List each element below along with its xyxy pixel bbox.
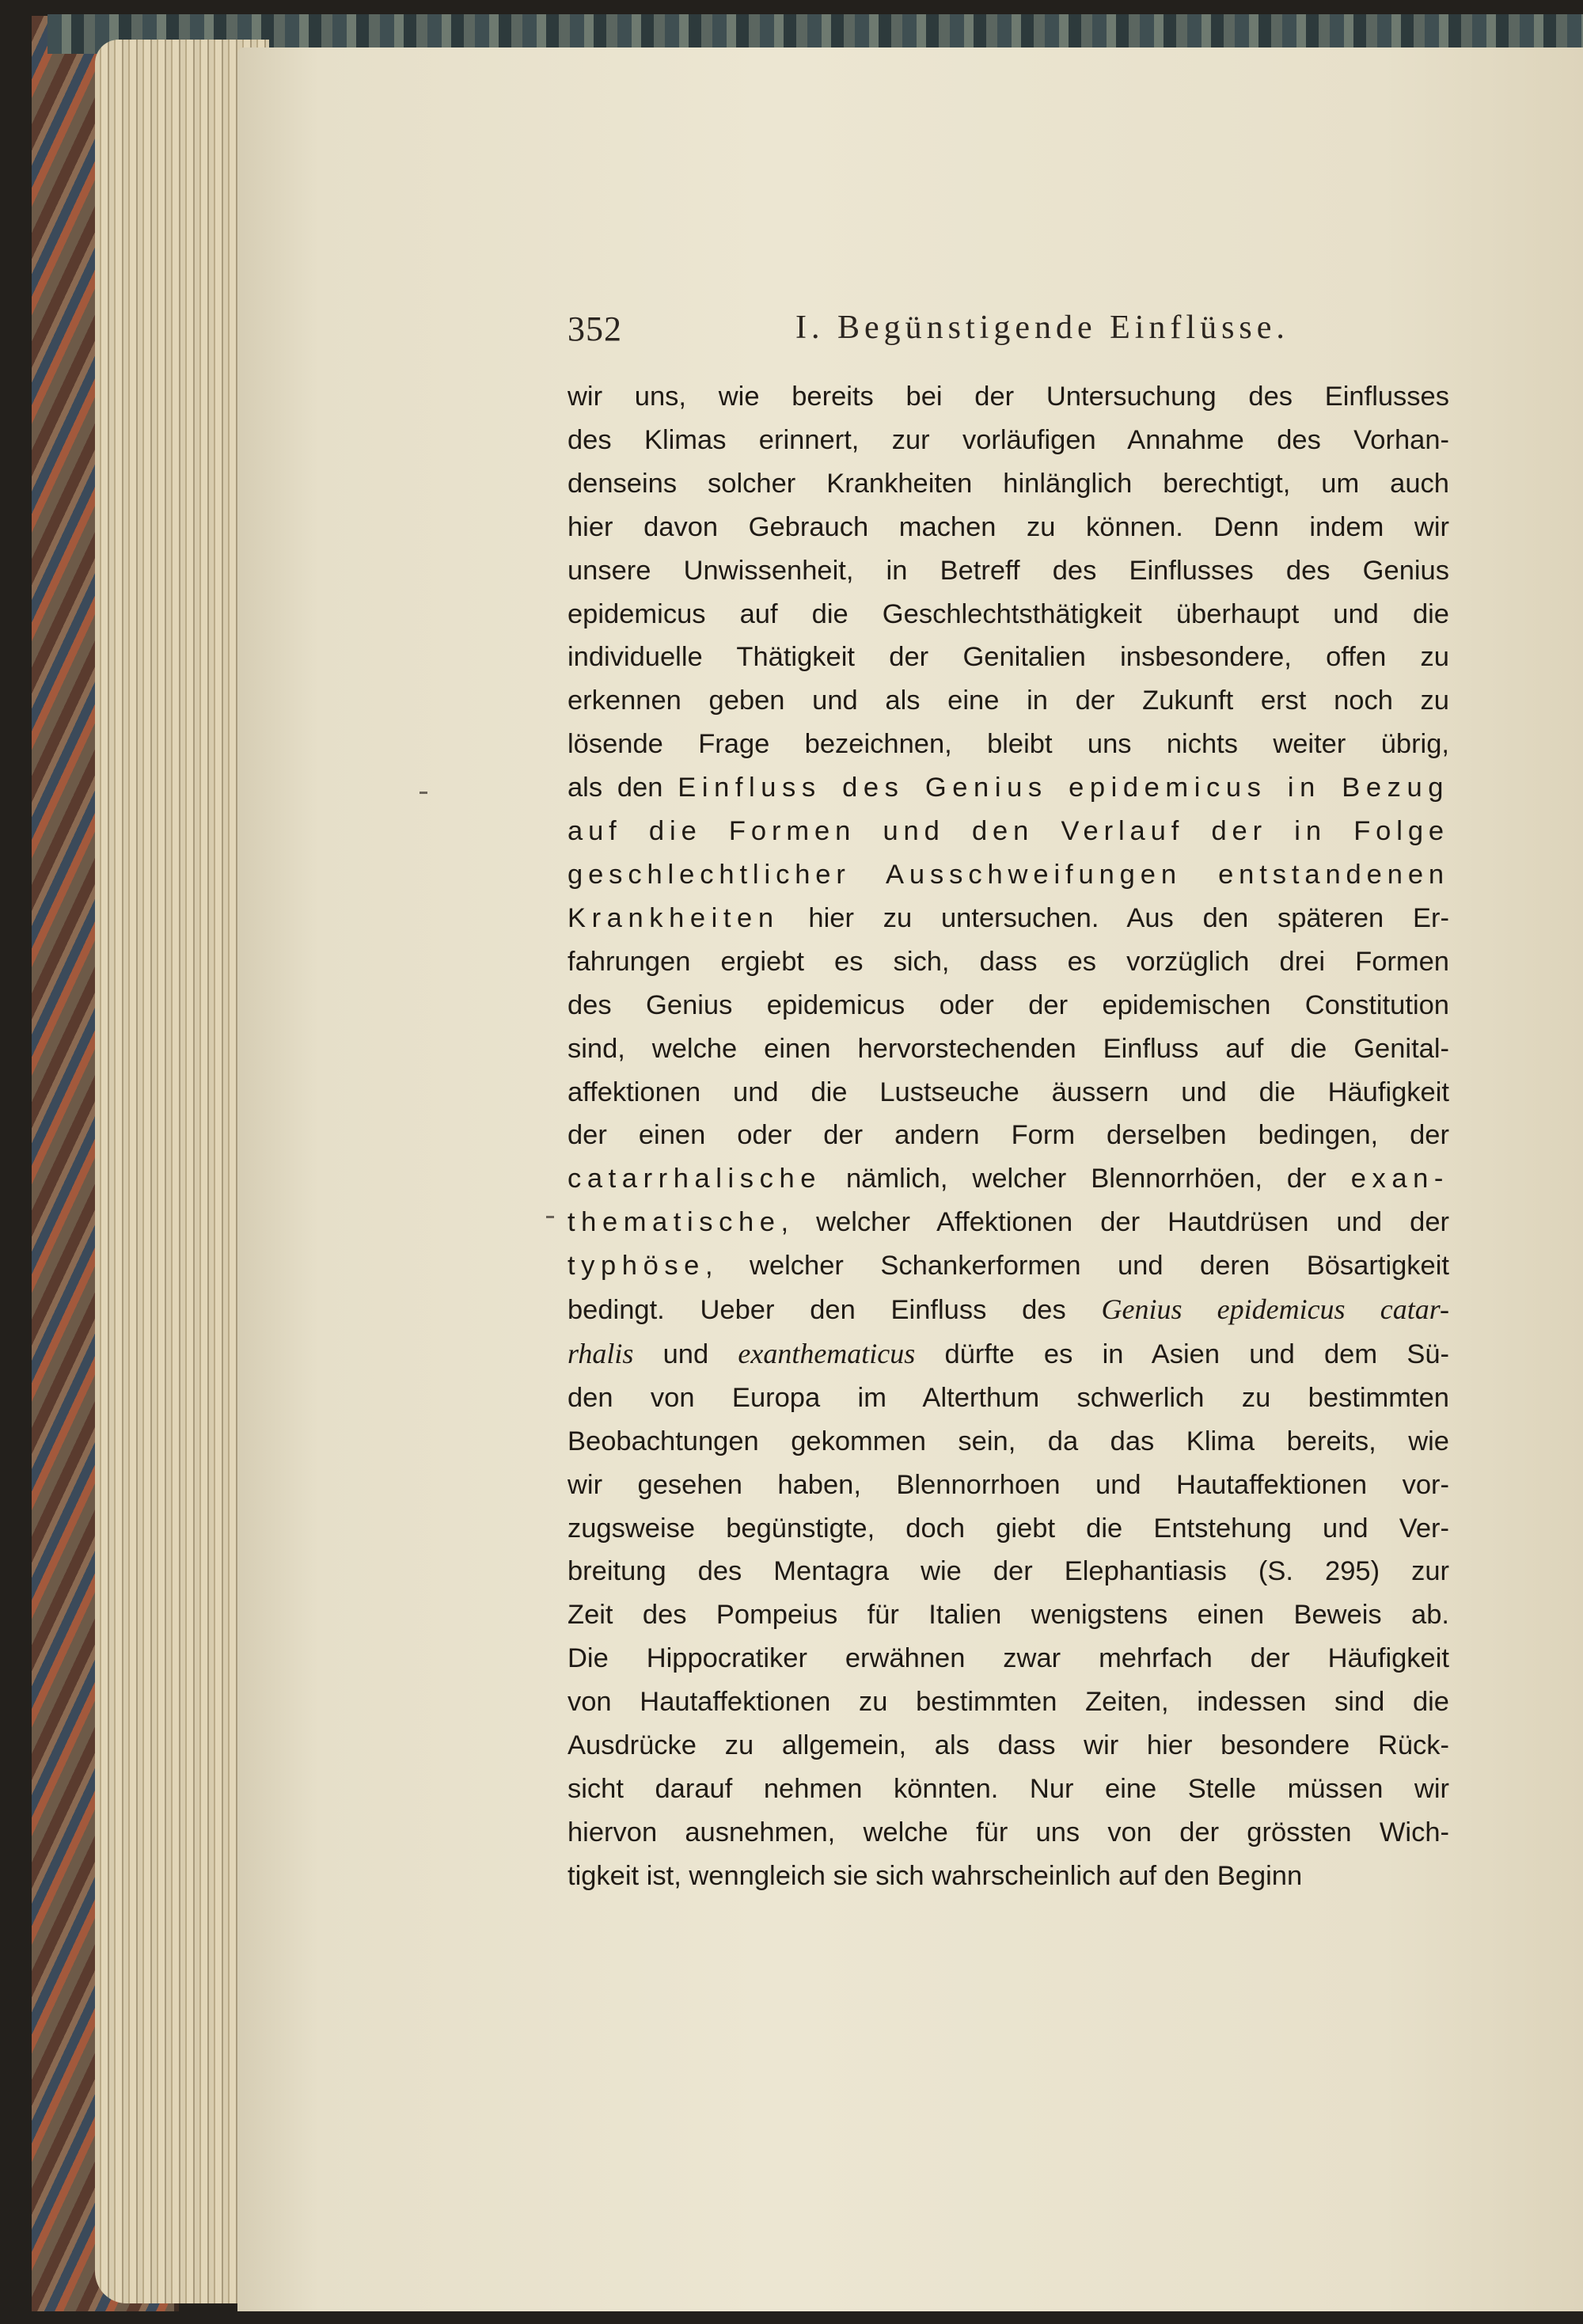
text-line: Ausdrücke zu allgemein, als dass wir hier besondere Rück- <box>568 1730 1449 1761</box>
text-line <box>568 1332 1449 1377</box>
text-line: zugsweise begünstigte, doch giebt die Entstehung und Ver- <box>568 1513 1449 1544</box>
text-line: affektionen und die Lustseuche äussern und die Häufigkeit <box>568 1077 1449 1107</box>
emphasized-text: catarrhalische <box>568 1164 822 1194</box>
text-line: erkennen geben und als eine in der Zukunft erst noch zu <box>568 685 1449 716</box>
text-line: Zeit des Pompeius für Italien wenigstens einen Beweis ab. <box>568 1600 1449 1631</box>
text-line: des Genius epidemicus oder der epidemischen Constitution <box>568 989 1449 1020</box>
text-fragment: nämlich, welcher Blennorrhöen, der <box>822 1164 1351 1194</box>
running-head: I. Begünstigende Einflüsse. <box>795 309 1289 346</box>
text-line: Beobachtungen gekommen sein, da das Klima bereits, wie <box>568 1426 1449 1456</box>
text-line: epidemicus auf die Geschlechtsthätigkeit überhaupt und die <box>568 598 1449 629</box>
text-line <box>568 1157 1449 1201</box>
text-line: wir uns, wie bereits bei der Untersuchung des Einflusses <box>568 382 1449 412</box>
text-line: denseins solcher Krankheiten hinlänglich berechtigt, um auch <box>568 468 1449 499</box>
italic-text: Genius epidemicus catar- <box>1101 1293 1449 1326</box>
italic-text: exanthematicus <box>738 1337 916 1369</box>
text-fragment: als den <box>568 773 678 803</box>
text-line: den von Europa im Alterthum schwerlich zu bestimmten <box>568 1382 1449 1413</box>
page-header <box>0 309 1583 356</box>
text-line <box>568 766 1449 810</box>
text-line: tigkeit ist, wenngleich sie sich wahrscheinlich auf den Beginn <box>568 1860 1303 1891</box>
text-line: von Hautaffektionen zu bestimmten Zeiten, indessen sind die <box>568 1687 1449 1718</box>
text-line: hier davon Gebrauch machen zu können. Denn indem wir <box>568 511 1449 542</box>
emphasized-text: Krankheiten <box>568 902 780 933</box>
text-line: lösende Frage bezeichnen, bleibt uns nichts weiter übrig, <box>568 729 1449 760</box>
text-line: geschlechtlicher Ausschweifungen entstandenen <box>568 859 1449 890</box>
text-line: sind, welche einen hervorstechenden Einfluss auf die Genital- <box>568 1033 1449 1064</box>
text-line: Die Hippocratiker erwähnen zwar mehrfach der Häufigkeit <box>568 1643 1449 1674</box>
text-line: hiervon ausnehmen, welche für uns von der grössten Wich- <box>568 1817 1449 1847</box>
text-line <box>568 897 1449 940</box>
text-fragment: , welcher Schankerformen und deren Bösartigkeit <box>704 1251 1449 1282</box>
text-line <box>568 1244 1449 1288</box>
page-number: 352 <box>568 309 622 348</box>
text-line: individuelle Thätigkeit der Genitalien insbesondere, offen zu <box>568 642 1449 673</box>
text-line <box>568 1288 1449 1332</box>
text-line: fahrungen ergiebt es sich, dass es vorzüglich drei Formen <box>568 946 1449 977</box>
text-line: unsere Unwissenheit, in Betreff des Einflusses des Genius <box>568 555 1449 586</box>
text-line: breitung des Mentagra wie der Elephantiasis (S. 295) zur <box>568 1556 1449 1587</box>
text-fragment: dürfte es in Asien und dem Sü- <box>915 1339 1450 1369</box>
text-fragment: hier zu untersuchen. Aus den späteren Er- <box>779 902 1449 933</box>
text-fragment: bedingt. Ueber den Einfluss des <box>568 1295 1102 1326</box>
emphasized-text: typhöse <box>568 1251 705 1282</box>
text-fragment: und <box>633 1339 738 1369</box>
text-line: des Klimas erinnert, zur vorläufigen Annahme des Vorhan- <box>568 424 1449 455</box>
text-fragment: , welcher Affektionen der Hautdrüsen und der <box>780 1207 1449 1238</box>
italic-text: rhalis <box>568 1337 634 1369</box>
margin-mark <box>546 1216 554 1218</box>
emphasized-text: thematische <box>568 1207 781 1238</box>
text-line: sicht darauf nehmen könnten. Nur eine Stelle müssen wir <box>568 1774 1449 1804</box>
text-line: auf die Formen und den Verlauf der in Folge <box>568 816 1449 847</box>
text-line: wir gesehen haben, Blennorrhoen und Hautaffektionen vor- <box>568 1469 1449 1500</box>
emphasized-text: exan- <box>1350 1164 1449 1194</box>
text-line: der einen oder der andern Form derselben bedingen, der <box>568 1120 1449 1151</box>
emphasized-text: Einfluss des Genius epidemicus in Bezug <box>678 773 1449 803</box>
margin-mark <box>419 792 427 794</box>
body-text <box>568 375 1449 1898</box>
text-line <box>568 1201 1449 1244</box>
